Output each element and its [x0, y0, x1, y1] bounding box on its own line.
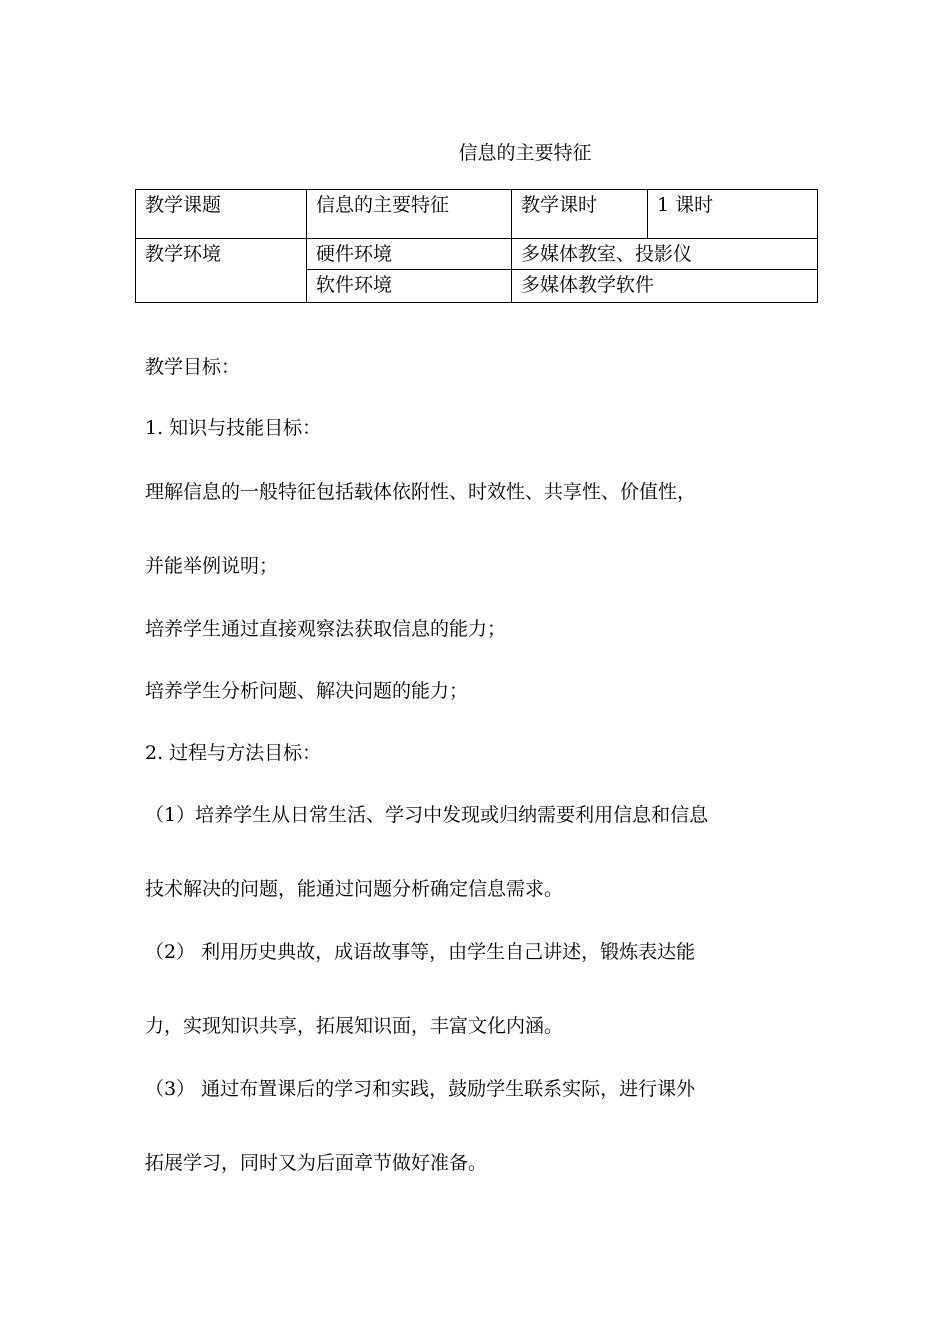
- table-cell: 教学课时: [512, 190, 648, 239]
- table-cell: 软件环境: [307, 270, 512, 303]
- paragraph-line: 理解信息的一般特征包括载体依附性、时效性、共享性、价值性，: [145, 481, 697, 503]
- paragraph-line: 并能举例说明；: [145, 555, 279, 577]
- table-cell: 多媒体教室、投影仪: [512, 239, 818, 270]
- table-cell: 信息的主要特征: [307, 190, 512, 239]
- table-cell: 1 课时: [648, 190, 818, 239]
- paragraph-line: 拓展学习，同时又为后面章节做好准备。: [145, 1152, 488, 1174]
- paragraph-line: 培养学生分析问题、解决问题的能力；: [145, 680, 469, 702]
- table-row: [136, 239, 818, 270]
- paragraph-line: 力，实现知识共享，拓展知识面，丰富文化内涵。: [145, 1015, 564, 1037]
- paragraph-line: （2） 利用历史典故，成语故事等，由学生自己讲述，锻炼表达能: [145, 941, 696, 963]
- table-row: [136, 190, 818, 239]
- paragraph-line: 2. 过程与方法目标：: [145, 742, 322, 764]
- table-cell: 硬件环境: [307, 239, 512, 270]
- document-title: 信息的主要特征: [458, 142, 592, 164]
- paragraph-line: 技术解决的问题，能通过问题分析确定信息需求。: [145, 878, 564, 900]
- table-cell: 教学课题: [136, 190, 307, 239]
- paragraph-line: 教学目标：: [145, 356, 241, 378]
- paragraph-line: （1）培养学生从日常生活、学习中发现或归纳需要利用信息和信息: [145, 804, 709, 826]
- paragraph-line: 培养学生通过直接观察法获取信息的能力；: [145, 618, 507, 640]
- paragraph-line: （3） 通过布置课后的学习和实践，鼓励学生联系实际，进行课外: [145, 1078, 696, 1100]
- paragraph-line: 1. 知识与技能目标：: [145, 417, 322, 439]
- table-cell: 教学环境: [136, 239, 307, 303]
- info-table: [135, 189, 818, 303]
- table-cell: 多媒体教学软件: [512, 270, 818, 303]
